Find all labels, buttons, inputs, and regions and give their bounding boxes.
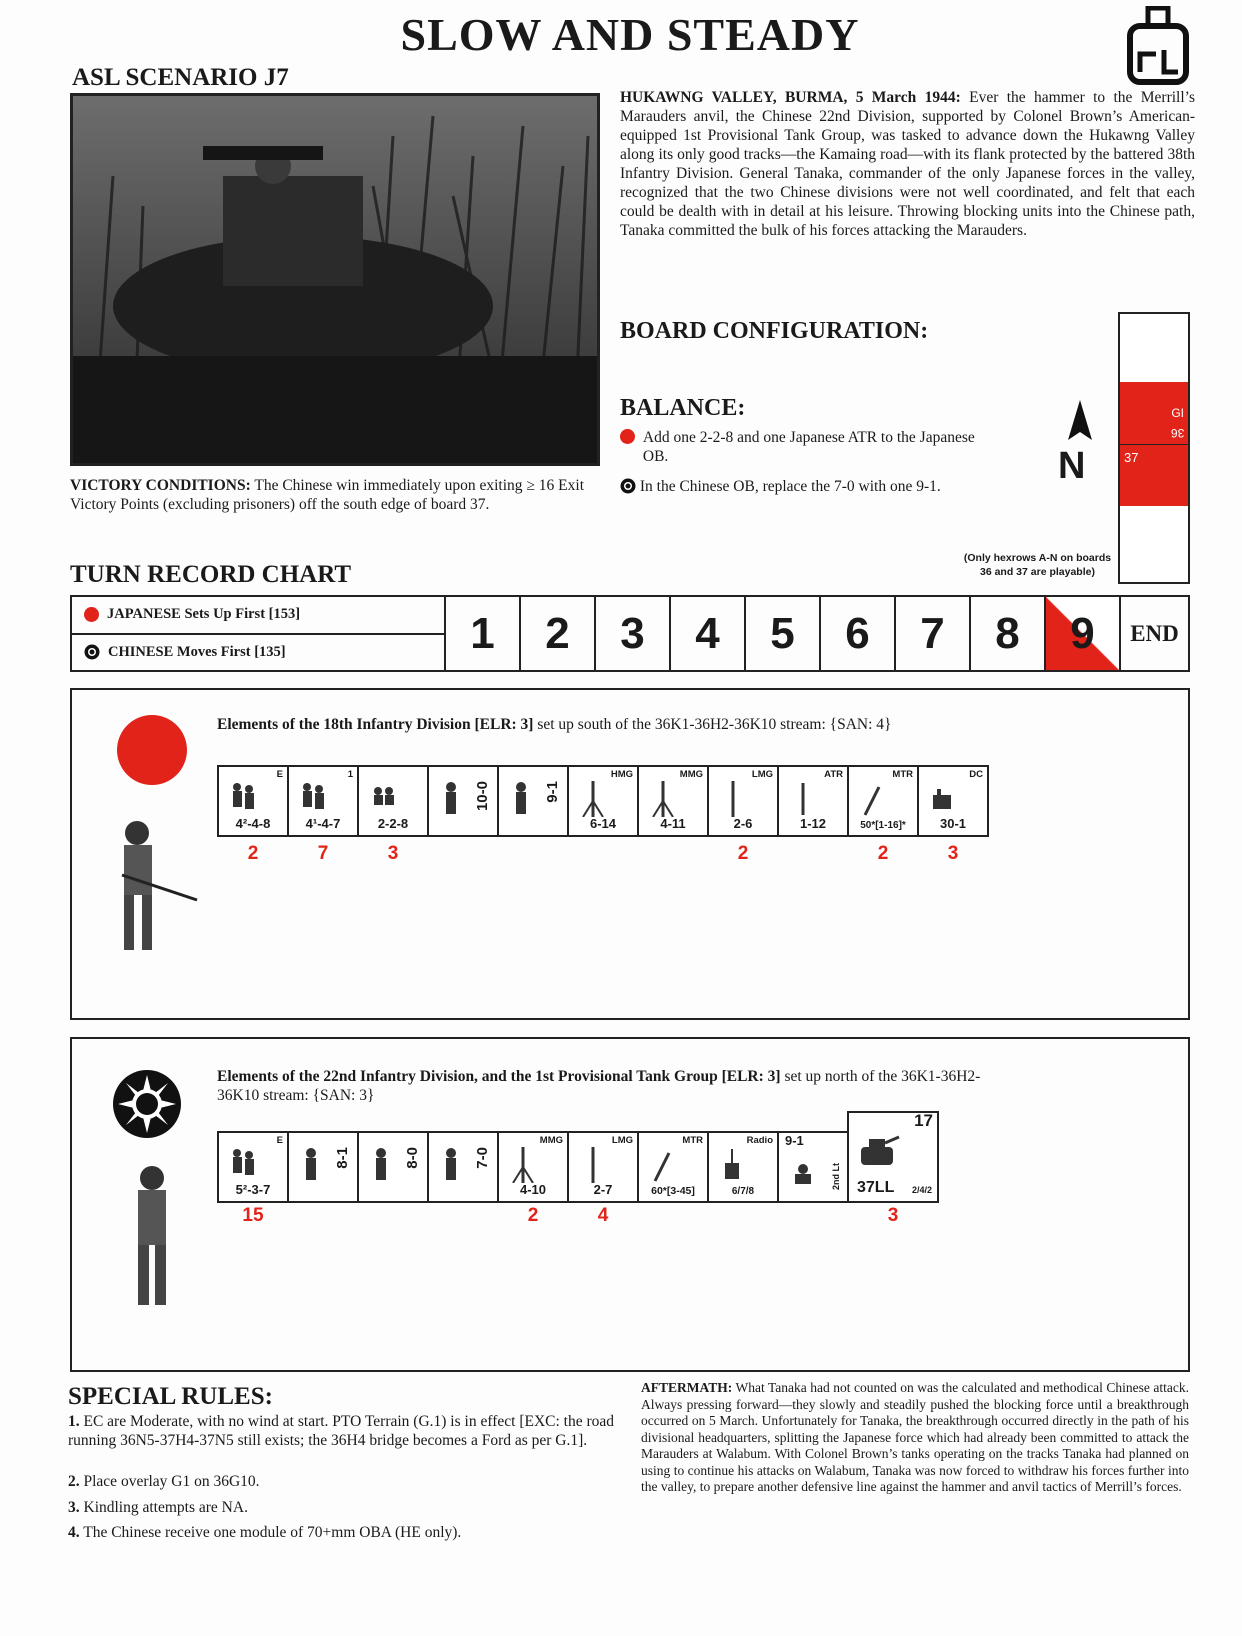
leader-icon xyxy=(299,1147,327,1183)
mortar-icon xyxy=(649,1147,677,1183)
turn-8: 8 xyxy=(971,597,1046,670)
count xyxy=(778,843,848,865)
machine-gun-icon xyxy=(719,781,747,817)
counter-tank-37ll: 17 37LL 2/4/2 xyxy=(847,1111,939,1203)
count: 2 xyxy=(247,843,259,864)
counter-hmg: HMG 6-14 xyxy=(567,765,639,837)
counter-leader-8-0: 8-0 xyxy=(357,1131,429,1203)
intro-text: Ever the hammer to the Merrill’s Marauders anvil, the Chinese 22nd Division, supported by Colonel Brown’s American-equipped 1st Provisional Tank Group, was tasked to advance down the Hukawng Valley along its only good tracks—the Kamaing road—with its flank protected by the battered 38th Infantry Division. General Tanaka, commander of the only Japanese forces in the valley, recognized that the two Chinese divisions were not well coordinated, and felt that each could be dealth with in detail at his leisure. Throwing blocking units into the Chinese path, Tanaka committed the bulk of his forces attacking the Marauders. xyxy=(620,89,1196,239)
special-rule-3: 3. Kindling attempts are NA. xyxy=(68,1499,248,1516)
japanese-ob-bold: Elements of the 18th Infantry Division [ELR: 3] xyxy=(217,716,534,733)
turn-4: 4 xyxy=(671,597,746,670)
counter-atr: ATR 1-12 xyxy=(777,765,849,837)
count xyxy=(568,843,638,865)
counter-radio: Radio 6/7/8 xyxy=(707,1131,779,1203)
victory-text: The Chinese win immediately upon exiting ≥ 16 Exit Victory Points (excluding prisoners) off the south edge of board 37. xyxy=(70,477,585,513)
squad-icon xyxy=(229,1147,257,1183)
counter-mmg: MMG 4-11 xyxy=(637,765,709,837)
scenario-photo xyxy=(70,93,600,466)
japanese-ob-desc: set up south of the 36K1-36H2-36K10 stream: {SAN: 4} xyxy=(533,716,892,733)
board-36-label: 36 xyxy=(1170,426,1184,440)
japanese-ob-text xyxy=(217,715,891,734)
balance-japanese xyxy=(620,428,1010,466)
turn-record-heading: TURN RECORD CHART xyxy=(70,561,352,588)
counter-lmg: LMG 2-7 xyxy=(567,1131,639,1203)
turn-9: 9 xyxy=(1046,597,1121,670)
leader-icon xyxy=(509,781,537,817)
squad-icon xyxy=(229,781,257,817)
count: 3 xyxy=(387,843,399,864)
chinese-sun-icon xyxy=(620,478,636,494)
count xyxy=(638,843,708,865)
turn-end: END xyxy=(1130,620,1179,646)
balance-chinese xyxy=(620,477,1020,496)
leader-icon xyxy=(439,781,467,817)
counter-dc: DC 30-1 xyxy=(917,765,989,837)
turn-6: 6 xyxy=(821,597,896,670)
count: 2 xyxy=(737,843,749,864)
japanese-counters xyxy=(217,765,987,837)
counter-squad-448: E 4²-4-8 xyxy=(217,765,289,837)
board-37-label: 37 xyxy=(1124,450,1139,465)
japanese-flag-icon xyxy=(117,715,187,785)
historical-intro xyxy=(620,88,1195,240)
board-config-heading: BOARD CONFIGURATION: xyxy=(620,318,929,344)
count xyxy=(358,1205,428,1227)
turn-7: 7 xyxy=(896,597,971,670)
radio-icon xyxy=(719,1147,747,1183)
balance-heading: BALANCE: xyxy=(620,395,746,421)
counter-squad-537: E 5²-3-7 xyxy=(217,1131,289,1203)
count: 3 xyxy=(947,843,959,864)
chinese-sun-icon xyxy=(84,644,100,660)
japanese-setup-text: JAPANESE Sets Up First [153] xyxy=(107,606,301,623)
north-label: N xyxy=(1058,445,1086,487)
mortar-icon xyxy=(859,781,887,817)
aftermath xyxy=(641,1380,1189,1496)
special-rule-2: 2. Place overlay G1 on 36G10. xyxy=(68,1473,260,1490)
counter-crew-228: 2-2-8 xyxy=(357,765,429,837)
count: 15 xyxy=(242,1205,264,1226)
count xyxy=(638,1205,708,1227)
japanese-dot-icon xyxy=(84,607,99,622)
turn-record-sides xyxy=(72,597,446,670)
count: 7 xyxy=(317,843,329,864)
count xyxy=(708,1205,778,1227)
counter-squad-447: 1 4¹-4-7 xyxy=(287,765,359,837)
board-map xyxy=(1118,312,1190,584)
counter-mmg: MMG 4-10 xyxy=(497,1131,569,1203)
machine-gun-icon xyxy=(509,1147,537,1183)
scenario-title: SLOW AND STEADY xyxy=(400,9,860,60)
victory-label: VICTORY CONDITIONS: xyxy=(70,477,251,494)
chinese-counts xyxy=(218,1205,938,1227)
special-rule-1: 1. EC are Moderate, with no wind at start. PTO Terrain (G.1) is in effect [EXC: the road running 36N5-37H4-37N5 still exists; the 36H4 bridge becomes a Ford as per G.1]. xyxy=(68,1413,615,1449)
machine-gun-icon xyxy=(579,781,607,817)
counter-lmg: LMG 2-6 xyxy=(707,765,779,837)
chinese-moves xyxy=(72,633,444,671)
balance-japanese-text: Add one 2-2-8 and one Japanese ATR to the Japanese OB. xyxy=(642,429,975,465)
counter-leader-8-1: 8-1 xyxy=(287,1131,359,1203)
tank-photo-image xyxy=(73,96,597,463)
chinese-ob-panel xyxy=(70,1037,1190,1372)
chinese-ob-desc: set up north of the 36K1-36H2-36K10 stream: {SAN: 3} xyxy=(217,1068,981,1104)
scenario-number: ASL SCENARIO J7 xyxy=(72,64,289,91)
turn-1: 1 xyxy=(446,597,521,670)
chinese-moves-text: CHINESE Moves First [135] xyxy=(108,643,286,660)
special-rules-heading: SPECIAL RULES: xyxy=(68,1383,273,1410)
playable-note: (Only hexrows A-N on boards 36 and 37 are playable) xyxy=(963,552,1112,578)
rifle-icon xyxy=(789,781,817,817)
counter-mtr: MTR 60*[3-45] xyxy=(637,1131,709,1203)
counter-mtr: MTR 50*[1-16]* xyxy=(847,765,919,837)
intro-dateline: HUKAWNG VALLEY, BURMA, 5 March 1944: xyxy=(620,89,961,106)
japanese-setup xyxy=(72,597,444,633)
count: 3 xyxy=(887,1205,899,1226)
counter-leader-10-0: 10-0 xyxy=(427,765,499,837)
turn-3: 3 xyxy=(596,597,671,670)
balance-chinese-text: In the Chinese OB, replace the 7-0 with one 9-1. xyxy=(639,478,941,495)
chinese-ob-bold: Elements of the 22nd Infantry Division, and the 1st Provisional Tank Group [ELR: 3] xyxy=(217,1068,781,1085)
chinese-ob-text xyxy=(217,1067,1007,1105)
count xyxy=(428,1205,498,1227)
aftermath-text: What Tanaka had not counted on was the calculated and methodical Chinese attack. Always pressing forward—they slowly and steadily pushed the blocking force until a breakthrough occurred on 5 March. Unfortunately for Tanaka, the breakthrough occurred directly in the path of his divisional headquarters, splitting the Japanese force which had already been committed to attack the Marauders at Walabum. With Colonel Brown’s tanks operating on the tracks Tanaka had planned on using to continue his attacks on Walabum, Tanaka was now forced to withdraw his forces further into the valley, to prepare another defensive line against the hammer and anvil tactics of Merrill’s forces. xyxy=(641,1380,1189,1494)
turn-2: 2 xyxy=(521,597,596,670)
japanese-counts xyxy=(218,843,988,865)
victory-conditions xyxy=(70,476,610,514)
counter-leader-7-0: 7-0 xyxy=(427,1131,499,1203)
count xyxy=(778,1205,848,1227)
gi-logo-icon xyxy=(1126,6,1190,86)
count: 2 xyxy=(527,1205,539,1226)
japanese-soldier-icon xyxy=(102,815,202,965)
japanese-ob-panel xyxy=(70,688,1190,1020)
machine-gun-icon xyxy=(579,1147,607,1183)
aftermath-label: AFTERMATH: xyxy=(641,1380,733,1395)
turn-5: 5 xyxy=(746,597,821,670)
chinese-sun-emblem-icon xyxy=(112,1069,182,1139)
overlay-label: GI xyxy=(1171,406,1184,420)
board-divider xyxy=(1120,444,1188,445)
count: 2 xyxy=(877,843,889,864)
leader-icon xyxy=(439,1147,467,1183)
special-rule-4: 4. The Chinese receive one module of 70+mm OBA (HE only). xyxy=(68,1524,462,1541)
count xyxy=(288,1205,358,1227)
squad-icon xyxy=(299,781,327,817)
japanese-dot-icon xyxy=(620,429,635,444)
turn-record-chart xyxy=(70,595,1190,672)
machine-gun-icon xyxy=(649,781,677,817)
hero-icon xyxy=(789,1157,817,1193)
tank-icon xyxy=(857,1131,901,1175)
chinese-soldier-icon xyxy=(122,1164,182,1314)
demo-charge-icon xyxy=(929,781,957,817)
count xyxy=(428,843,498,865)
counter-leader-9-1: 9-1 xyxy=(497,765,569,837)
count xyxy=(498,843,568,865)
counter-hero-9-1: 9-1 2nd Lt xyxy=(777,1131,849,1203)
chinese-counters xyxy=(217,1111,937,1203)
count: 4 xyxy=(597,1205,609,1226)
crew-icon xyxy=(369,781,397,817)
leader-icon xyxy=(369,1147,397,1183)
